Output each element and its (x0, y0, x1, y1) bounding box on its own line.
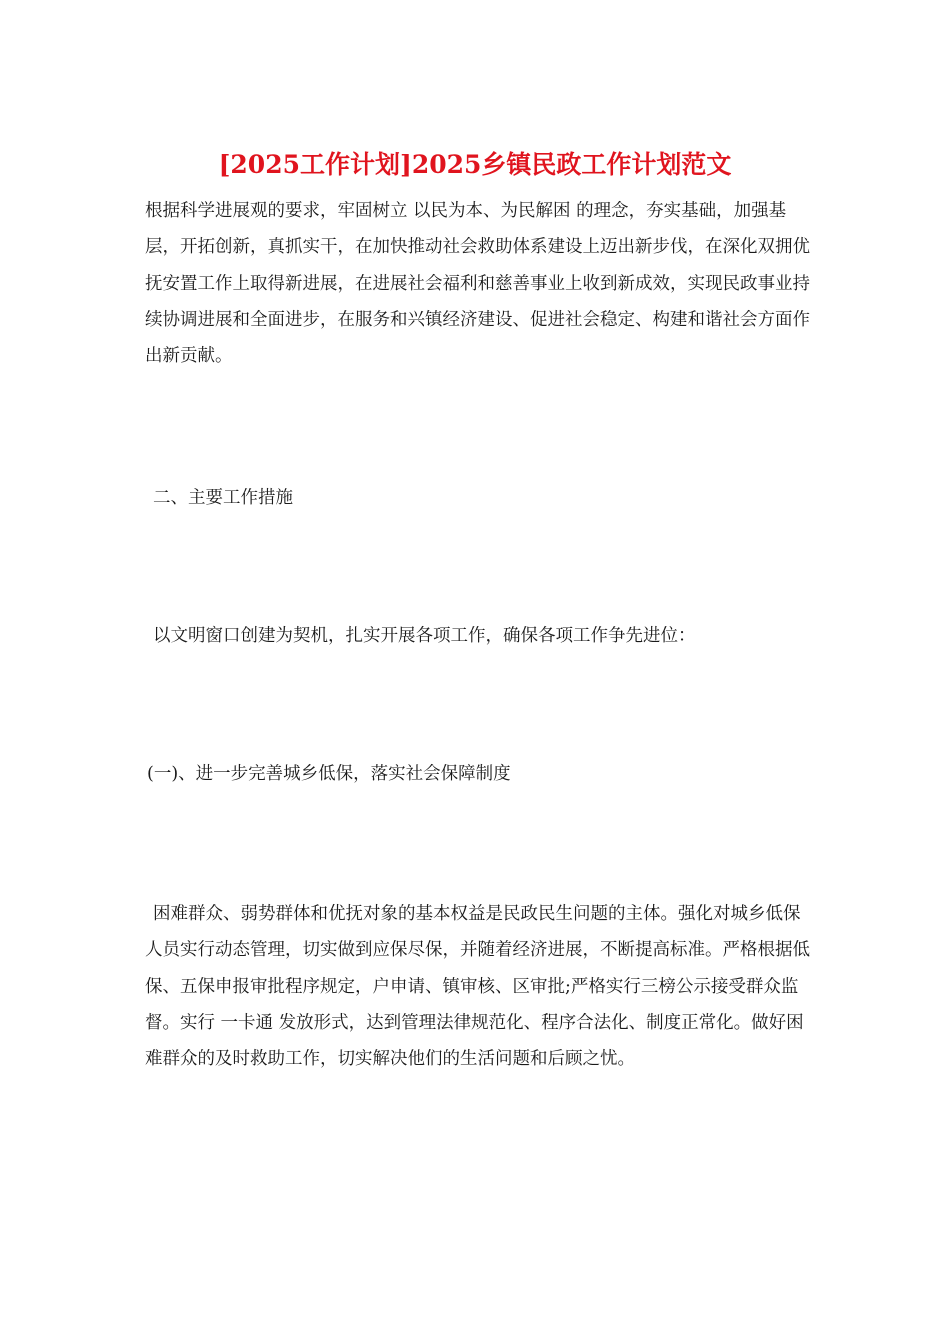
subsection-paragraph: 困难群众、弱势群体和优抚对象的基本权益是民政民生问题的主体。强化对城乡低保人员实行动态管理，切实做到应保尽保，并随着经济进展，不断提高标准。严格根据低保、五保申报审批程序规定，户申请、镇审核、区审批;严格实行三榜公示接受群众监督。实行 一卡通 发放形式，达到管理法律规范化、程序合法化、制度正常化。做好困难群众的及时救助工作，切实解决他们的生活问题和后顾之忧。 (145, 904, 810, 1070)
section-heading: 二、主要工作措施 (153, 488, 293, 508)
document-title: [2025工作计划]2025乡镇民政工作计划范文 (218, 150, 732, 179)
subsection-heading: (一)、进一步完善城乡低保，落实社会保障制度 (147, 764, 511, 784)
intro-paragraph: 根据科学进展观的要求，牢固树立 以民为本、为民解困 的理念，夯实基础，加强基层，开拓创新，真抓实干，在加快推动社会救助体系建设上迈出新步伐，在深化双拥优抚安置工作上取得新进展，在进展社会福利和慈善事业上收到新成效，实现民政事业持续协调进展和全面进步，在服务和兴镇经济建设、促进社会稳定、构建和谐社会方面作出新贡献。 (145, 201, 810, 367)
section-intro: 以文明窗口创建为契机，扎实开展各项工作，确保各项工作争先进位： (153, 626, 696, 646)
